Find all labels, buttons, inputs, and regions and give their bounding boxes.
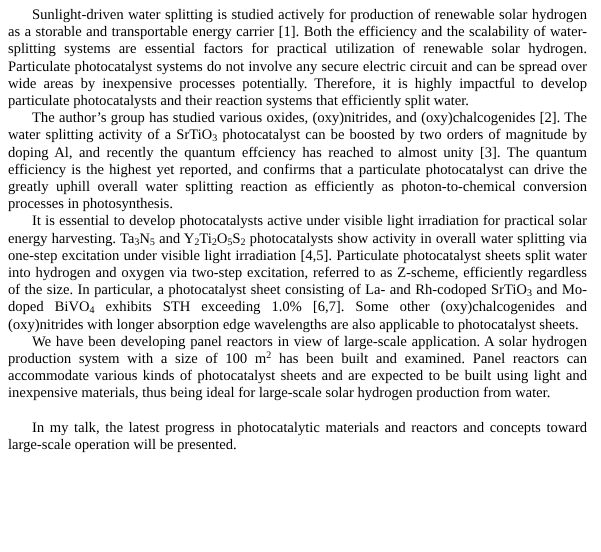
subscript: 3 bbox=[212, 133, 218, 145]
text-run: Sunlight-driven water splitting is studied actively for production of renewable solar hydrogen as a storable and transportable energy carrier [1]. Both the efficiency and the scalability of water-splitting systems are essential factors for practical utilization of renewable solar hydrogen. Particulate photocatalyst systems do not involve any secure electric circuit and can be spread over wide areas by inexpensive processes potentially. Therefore, it is highly impactful to develop particulate photocatalysts and their reaction systems that efficiently split water. bbox=[8, 7, 587, 110]
text-run: We have been developing panel reactors in view of large-scale application. A solar hydrogen production system with a size of 100 m bbox=[8, 333, 587, 368]
subscript: 2 bbox=[240, 236, 246, 248]
text-run: In my talk, the latest progress in photocatalytic materials and reactors and concepts toward large-scale operation will be presented. bbox=[8, 419, 587, 454]
paragraph-5 bbox=[8, 420, 587, 454]
subscript: 2 bbox=[194, 236, 200, 248]
text-run: exhibits STH exceeding 1.0% [6,7]. Some other (oxy)chalcogenides and (oxy)nitrides with longer absorption edge wavelengths are also applicable to photocatalyst sheets. bbox=[8, 299, 587, 333]
abstract-body bbox=[8, 7, 587, 454]
text-run: photocatalyst can be boosted by two orders of magnitude by doping Al, and recently the quantum effciency has reached to almost unity [3]. The quantum efficiency is the highest yet reported, and confirms that a particulate photocatalyst can drive the greatly uphill overall water splitting reaction as efficiently as photon-to-chemical conversion processes in photosynthesis. bbox=[8, 127, 587, 213]
text-run: has been built and examined. Panel reactors can accommodate various kinds of photocatalyst sheets and are expected to be built using light and inexpensive materials, thus being ideal for large-scale solar hydrogen production from water. bbox=[8, 351, 587, 402]
subscript: 3 bbox=[134, 236, 140, 248]
text-run: photocatalysts show activity in overall water splitting via one-step excitation under visible light irradiation [4,5]. Particulate photocatalyst sheets split water into hydrogen and oxygen via two-step excitation, referred to as Z-scheme, efficiently regardless of the size. In particular, a photocatalyst sheet consisting of La- and Rh-codoped SrTiO bbox=[8, 230, 587, 299]
text-run: and Mo-doped BiVO bbox=[8, 282, 587, 316]
text-run: and Y bbox=[154, 230, 195, 247]
subscript: 2 bbox=[211, 236, 217, 248]
subscript: 4 bbox=[89, 305, 95, 317]
text-run: The author’s group has studied various oxides, (oxy)nitrides, and (oxy)chalcogenides [2]. The water splitting activity of a SrTiO bbox=[8, 110, 587, 144]
paragraph-3 bbox=[8, 213, 587, 333]
paragraph-1 bbox=[8, 7, 587, 110]
text-run: Ti bbox=[199, 230, 212, 247]
subscript: 5 bbox=[227, 236, 233, 248]
text-run: S bbox=[232, 230, 241, 247]
superscript: 2 bbox=[266, 350, 272, 362]
text-run: O bbox=[216, 230, 228, 247]
text-run: N bbox=[139, 230, 150, 247]
paragraph-4 bbox=[8, 334, 587, 403]
subscript: 3 bbox=[526, 288, 532, 300]
text-run: It is essential to develop photocatalysts active under visible light irradiation for practical solar energy harvesting. Ta bbox=[8, 213, 587, 247]
paragraph-2 bbox=[8, 110, 587, 213]
subscript: 5 bbox=[149, 236, 155, 248]
